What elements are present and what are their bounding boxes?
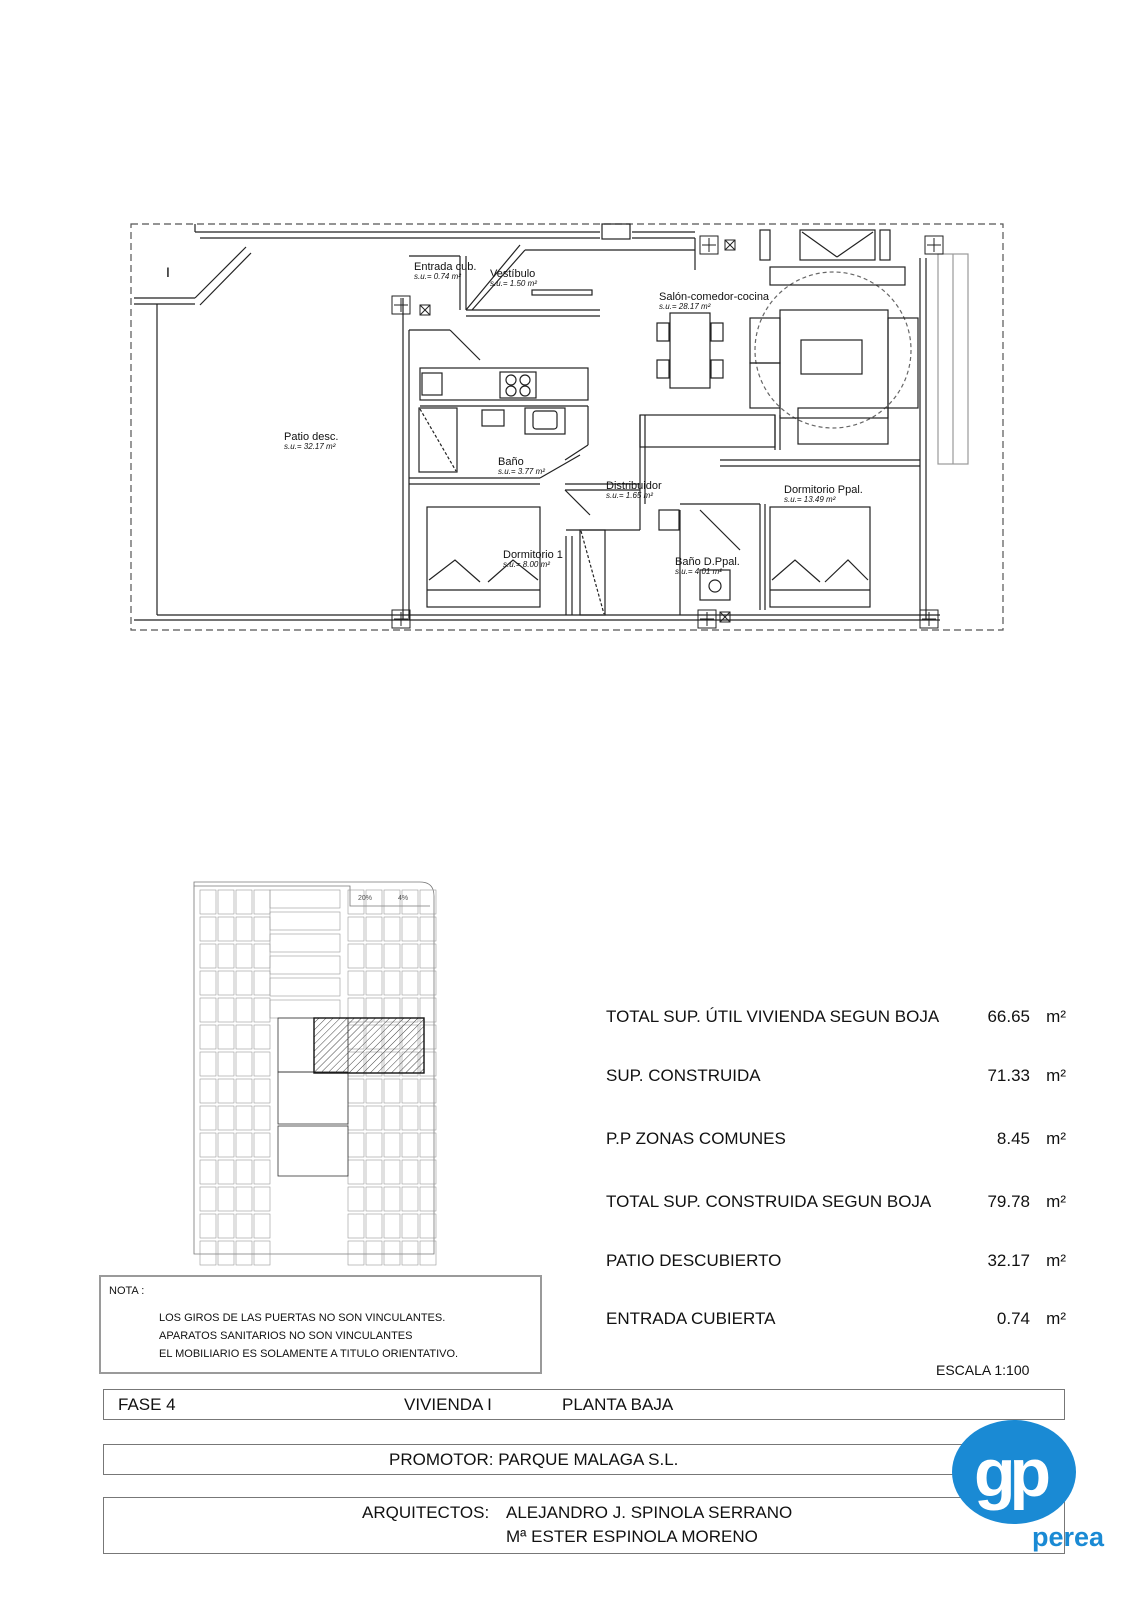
key-plan-cell bbox=[384, 1214, 400, 1238]
key-plan-cell bbox=[366, 944, 382, 968]
key-plan-cell bbox=[236, 1214, 252, 1238]
area-value: 0.74 bbox=[996, 1309, 1030, 1328]
key-plan-cell bbox=[236, 1052, 252, 1076]
nota-line: APARATOS SANITARIOS NO SON VINCULANTES bbox=[159, 1330, 413, 1342]
area-unit: m² bbox=[1046, 1309, 1066, 1328]
key-plan-cell bbox=[254, 917, 270, 941]
key-plan-cell bbox=[384, 1187, 400, 1211]
key-plan-cell bbox=[236, 1025, 252, 1049]
key-plan-cell bbox=[348, 1160, 364, 1184]
floor-label: PLANTA BAJA bbox=[562, 1395, 674, 1414]
slope-label-b: 4% bbox=[398, 895, 409, 902]
key-plan-cell bbox=[384, 944, 400, 968]
highlighted-unit bbox=[314, 1018, 424, 1073]
key-plan-cell bbox=[402, 971, 418, 995]
key-plan-cell bbox=[254, 1079, 270, 1103]
key-plan-cell bbox=[200, 971, 216, 995]
key-plan-cell bbox=[218, 944, 234, 968]
room-name: Entrada cub. bbox=[414, 261, 477, 273]
svg-text:gp: gp bbox=[974, 1435, 1046, 1511]
key-plan-cell bbox=[384, 1160, 400, 1184]
key-plan-cell bbox=[236, 1241, 252, 1265]
area-unit: m² bbox=[1046, 1192, 1066, 1211]
key-plan-cell bbox=[236, 1133, 252, 1157]
site-key-plan bbox=[190, 878, 452, 1266]
key-plan-cell bbox=[270, 912, 340, 930]
unit-letter: I bbox=[166, 264, 170, 280]
key-plan-cell bbox=[402, 1079, 418, 1103]
floor-plan bbox=[120, 210, 1020, 650]
key-plan-cell bbox=[402, 1133, 418, 1157]
room-area: s.u.= 13.49 m² bbox=[784, 495, 836, 504]
key-plan-cell bbox=[200, 1241, 216, 1265]
key-plan-cell bbox=[402, 890, 418, 914]
key-plan-cell bbox=[218, 1187, 234, 1211]
key-plan-cell bbox=[254, 1052, 270, 1076]
room-name: Distribuidor bbox=[606, 480, 662, 492]
key-plan-cell bbox=[200, 1106, 216, 1130]
key-plan-cell bbox=[236, 890, 252, 914]
nota-title: NOTA : bbox=[109, 1285, 145, 1297]
key-plan-cell bbox=[218, 1106, 234, 1130]
area-value: 66.65 bbox=[987, 1007, 1030, 1026]
key-plan-cell bbox=[402, 1241, 418, 1265]
key-plan-cell bbox=[366, 1241, 382, 1265]
room-area: s.u.= 32.17 m² bbox=[284, 442, 336, 451]
key-plan-cell bbox=[270, 890, 340, 908]
key-plan-cell bbox=[366, 1133, 382, 1157]
area-value: 32.17 bbox=[987, 1251, 1030, 1270]
key-plan-cell bbox=[200, 1052, 216, 1076]
key-plan-cell bbox=[254, 998, 270, 1022]
key-plan-cell bbox=[218, 917, 234, 941]
room-area: s.u.= 28.17 m² bbox=[659, 302, 711, 311]
area-value: 8.45 bbox=[996, 1129, 1030, 1148]
key-plan-cell bbox=[366, 1214, 382, 1238]
key-plan-cell bbox=[236, 971, 252, 995]
key-plan-cell bbox=[200, 1187, 216, 1211]
key-plan-cell bbox=[254, 1214, 270, 1238]
key-plan-cell bbox=[384, 917, 400, 941]
area-value: 79.78 bbox=[987, 1192, 1030, 1211]
key-plan-cell bbox=[348, 971, 364, 995]
key-plan-cell bbox=[348, 944, 364, 968]
key-plan-cell bbox=[254, 1160, 270, 1184]
key-plan-cell bbox=[236, 1160, 252, 1184]
key-plan-cell bbox=[236, 944, 252, 968]
key-plan-cell bbox=[218, 890, 234, 914]
key-plan-cell bbox=[384, 1241, 400, 1265]
room-area: s.u.= 1.50 m² bbox=[490, 279, 537, 288]
dwelling-label: VIVIENDA I bbox=[404, 1395, 492, 1414]
key-plan-cell bbox=[200, 1133, 216, 1157]
key-plan-cell bbox=[348, 1106, 364, 1130]
key-plan-cell bbox=[348, 1133, 364, 1157]
key-plan-cell bbox=[254, 971, 270, 995]
perea-logo bbox=[952, 1408, 1128, 1558]
room-area: s.u.= 3.77 m² bbox=[498, 467, 545, 476]
key-plan-cell bbox=[366, 1079, 382, 1103]
key-plan-cell bbox=[402, 1214, 418, 1238]
room-area: s.u.= 0.74 m² bbox=[414, 272, 461, 281]
area-label: TOTAL SUP. CONSTRUIDA SEGUN BOJA bbox=[606, 1192, 932, 1211]
nota-box bbox=[99, 1275, 542, 1374]
key-plan-cell bbox=[218, 971, 234, 995]
key-plan-cell bbox=[218, 998, 234, 1022]
key-plan-cell bbox=[366, 1106, 382, 1130]
key-plan-cell bbox=[200, 1079, 216, 1103]
key-plan-cell bbox=[218, 1133, 234, 1157]
room-area: s.u.= 1.65 m² bbox=[606, 491, 653, 500]
key-plan-cell bbox=[402, 944, 418, 968]
key-plan-cell bbox=[384, 971, 400, 995]
architect-2: Mª ESTER ESPINOLA MORENO bbox=[506, 1527, 758, 1546]
key-plan-cell bbox=[254, 1025, 270, 1049]
key-plan-cell bbox=[384, 1106, 400, 1130]
room-name: Vestíbulo bbox=[490, 268, 536, 280]
key-plan-cell bbox=[200, 1025, 216, 1049]
key-plan-cell bbox=[218, 1160, 234, 1184]
key-plan-cell bbox=[348, 1079, 364, 1103]
key-plan-cell bbox=[200, 1214, 216, 1238]
room-name: Dormitorio 1 bbox=[503, 549, 563, 561]
phase-label: FASE 4 bbox=[118, 1395, 176, 1414]
key-plan-cell bbox=[236, 998, 252, 1022]
area-unit: m² bbox=[1046, 1129, 1066, 1148]
area-unit: m² bbox=[1046, 1007, 1066, 1026]
key-plan-cell bbox=[236, 1106, 252, 1130]
key-plan-cell bbox=[200, 890, 216, 914]
key-plan-cell bbox=[384, 1133, 400, 1157]
key-plan-cell bbox=[348, 1241, 364, 1265]
key-plan-cell bbox=[254, 1187, 270, 1211]
title-bar-phase bbox=[103, 1389, 1065, 1420]
room-name: Salón-comedor-cocina bbox=[659, 291, 770, 303]
key-plan-cell bbox=[236, 917, 252, 941]
area-unit: m² bbox=[1046, 1066, 1066, 1085]
key-plan-cell bbox=[218, 1241, 234, 1265]
key-plan-cell bbox=[366, 971, 382, 995]
area-label: TOTAL SUP. ÚTIL VIVIENDA SEGUN BOJA bbox=[606, 1007, 940, 1026]
key-plan-cell bbox=[254, 1106, 270, 1130]
key-plan-cell bbox=[218, 1025, 234, 1049]
key-plan-cell bbox=[348, 917, 364, 941]
architect-1: ALEJANDRO J. SPINOLA SERRANO bbox=[506, 1503, 793, 1522]
key-plan-cell bbox=[218, 1214, 234, 1238]
key-plan-cell bbox=[254, 944, 270, 968]
scale-label: ESCALA 1:100 bbox=[936, 1362, 1030, 1378]
key-plan-cell bbox=[270, 956, 340, 974]
key-plan-cell bbox=[218, 1052, 234, 1076]
svg-text:perea: perea bbox=[1032, 1522, 1105, 1552]
title-bar-promoter bbox=[103, 1444, 1065, 1475]
area-label: ENTRADA CUBIERTA bbox=[606, 1309, 776, 1328]
area-label: P.P ZONAS COMUNES bbox=[606, 1129, 786, 1148]
key-plan-cell bbox=[348, 1214, 364, 1238]
key-plan-cell bbox=[384, 890, 400, 914]
room-area: s.u.= 4.01 m² bbox=[675, 567, 722, 576]
architects-label: ARQUITECTOS: bbox=[362, 1503, 490, 1522]
key-plan-cell bbox=[236, 1079, 252, 1103]
key-plan-cell bbox=[366, 890, 382, 914]
slope-label-a: 20% bbox=[358, 895, 373, 902]
title-bar-architects bbox=[103, 1497, 1065, 1554]
promoter-label: PROMOTOR: PARQUE MALAGA S.L. bbox=[389, 1450, 679, 1469]
room-name: Baño D.Ppal. bbox=[675, 556, 740, 568]
room-name: Dormitorio Ppal. bbox=[784, 484, 863, 496]
key-plan-cell bbox=[366, 1187, 382, 1211]
room-name: Patio desc. bbox=[284, 431, 339, 443]
key-plan-cell bbox=[254, 890, 270, 914]
area-unit: m² bbox=[1046, 1251, 1066, 1270]
key-plan-cell bbox=[348, 1187, 364, 1211]
area-label: SUP. CONSTRUIDA bbox=[606, 1066, 761, 1085]
key-plan-cell bbox=[218, 1079, 234, 1103]
key-plan-cell bbox=[402, 1160, 418, 1184]
nota-line: LOS GIROS DE LAS PUERTAS NO SON VINCULANTES. bbox=[159, 1312, 446, 1324]
key-plan-cell bbox=[200, 1160, 216, 1184]
key-plan-cell bbox=[200, 998, 216, 1022]
key-plan-cell bbox=[200, 917, 216, 941]
key-plan-cell bbox=[236, 1187, 252, 1211]
key-plan-cell bbox=[200, 944, 216, 968]
key-plan-cell bbox=[366, 1160, 382, 1184]
key-plan-cell bbox=[270, 1000, 340, 1018]
key-plan-cell bbox=[254, 1133, 270, 1157]
key-plan-cell bbox=[402, 1106, 418, 1130]
key-plan-cell bbox=[384, 1079, 400, 1103]
key-plan-cell bbox=[402, 917, 418, 941]
room-name: Baño bbox=[498, 456, 524, 468]
area-value: 71.33 bbox=[987, 1066, 1030, 1085]
nota-line: EL MOBILIARIO ES SOLAMENTE A TITULO ORIENTATIVO. bbox=[159, 1348, 459, 1360]
key-plan-cell bbox=[254, 1241, 270, 1265]
key-plan-cell bbox=[402, 1187, 418, 1211]
key-plan-cell bbox=[270, 978, 340, 996]
key-plan-cell bbox=[366, 917, 382, 941]
key-plan-cell bbox=[270, 934, 340, 952]
room-area: s.u.= 8.00 m² bbox=[503, 560, 550, 569]
area-label: PATIO DESCUBIERTO bbox=[606, 1251, 782, 1270]
